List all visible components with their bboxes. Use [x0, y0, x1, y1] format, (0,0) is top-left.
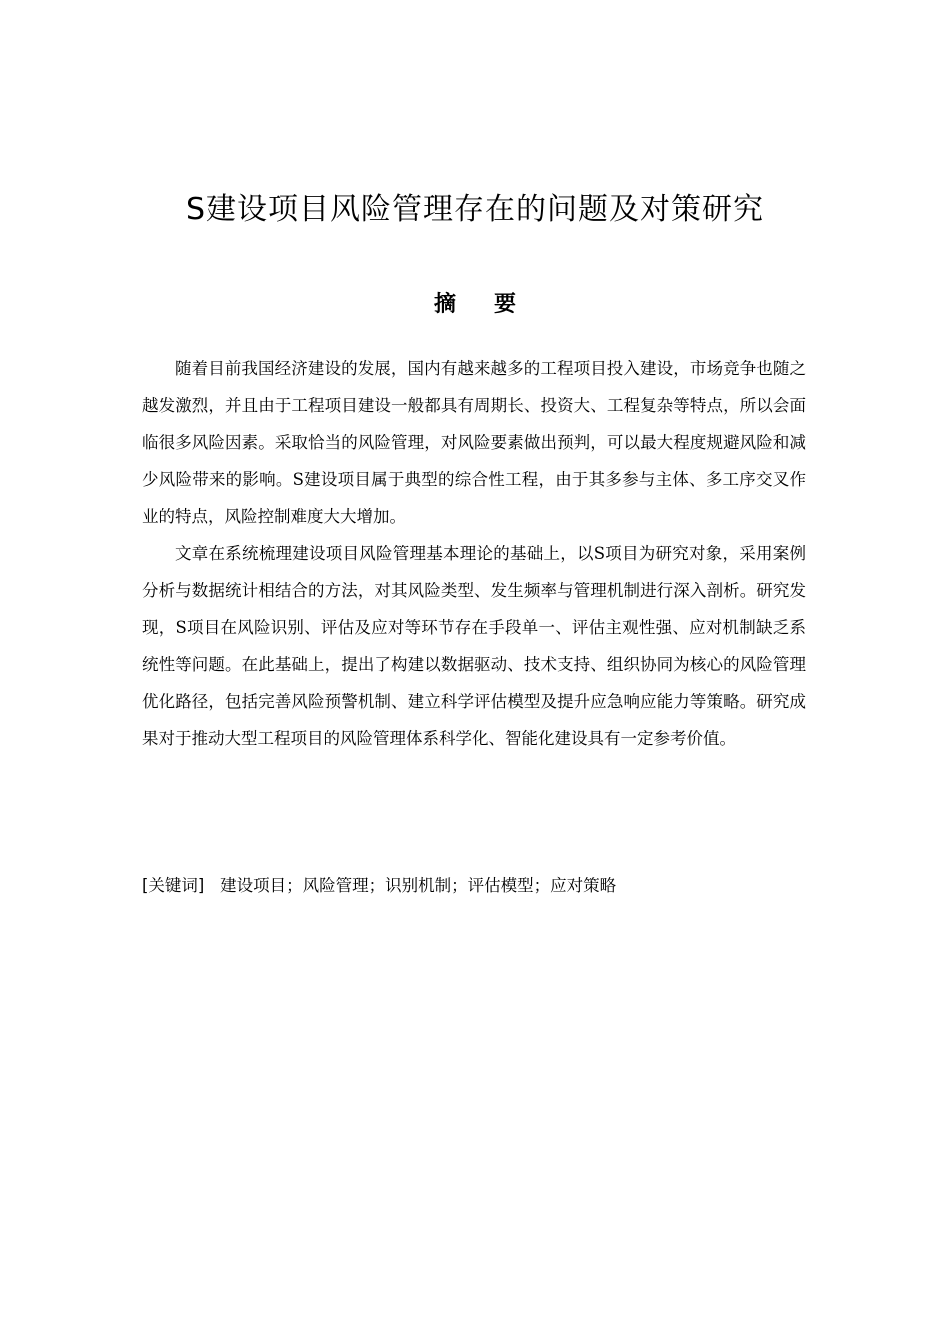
abstract-body — [142, 350, 806, 757]
keywords-spacer — [210, 876, 215, 895]
abstract-paragraph: 文章在系统梳理建设项目风险管理基本理论的基础上，以S项目为研究对象，采用案例分析与数据统计相结合的方法，对其风险类型、发生频率与管理机制进行深入剖析。研究发现，S项目在风险识别、评估及应对等环节存在手段单一、评估主观性强、应对机制缺乏系统性等问题。在此基础上，提出了构建以数据驱动、技术支持、组织协同为核心的风险管理优化路径，包括完善风险预警机制、建立科学评估模型及提升应急响应能力等策略。研究成果对于推动大型工程项目的风险管理体系科学化、智能化建设具有一定参考价值。 — [142, 544, 806, 748]
document-title: S建设项目风险管理存在的问题及对策研究 — [185, 192, 765, 227]
abstract-paragraph: 随着目前我国经济建设的发展，国内有越来越多的工程项目投入建设，市场竞争也随之越发激烈，并且由于工程项目建设一般都具有周期长、投资大、工程复杂等特点，所以会面临很多风险因素。采取恰当的风险管理，对风险要素做出预判，可以最大程度规避风险和减少风险带来的影响。S建设项目属于典型的综合性工程，由于其多参与主体、多工序交叉作业的特点，风险控制难度大大增加。 — [142, 359, 806, 526]
keywords-label: [关键词] — [142, 876, 205, 895]
abstract-heading: 摘要 — [433, 292, 554, 317]
keywords-line — [142, 871, 806, 901]
keywords-list: 建设项目；风险管理；识别机制；评估模型；应对策略 — [220, 876, 617, 895]
